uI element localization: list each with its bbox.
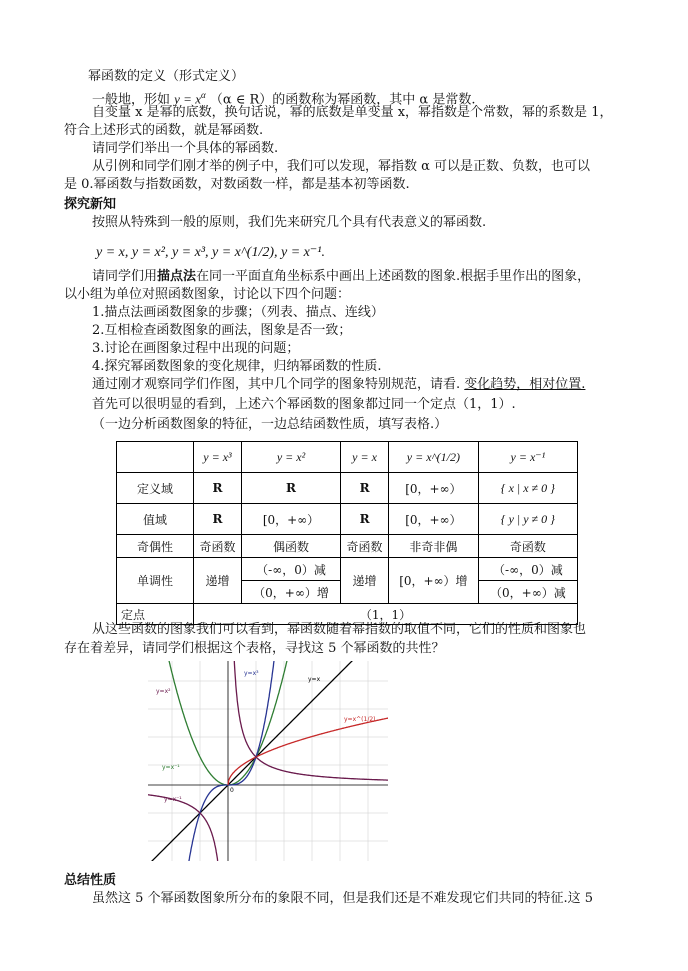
header-cube: y = x³ [194, 442, 242, 473]
paragraph-line [92, 268, 590, 286]
cell-domain: R [194, 473, 242, 504]
row-label-range: 值域 [117, 504, 194, 535]
cell-parity: 非奇非偶 [389, 535, 479, 558]
cell-range: R [194, 504, 242, 535]
cell-mono: [0，+∞）增 [389, 558, 479, 604]
method-bold: 描点法 [157, 269, 197, 284]
question-4: 4.探究幂函数图象的变化规律，归纳幂函数的性质. [92, 359, 382, 374]
paragraph-line: （一边分析函数图象的特征，一边总结函数性质，填写表格.） [92, 417, 448, 432]
observe-underlined: 变化趋势，相对位置. [464, 377, 586, 392]
label-y-inverse-bottom: y=x⁻¹ [164, 796, 182, 803]
graph-grid [148, 661, 388, 861]
definition-exponent: α [200, 90, 206, 100]
label-y-x: y=x [308, 676, 321, 683]
paragraph-line: 以小组为单位对照函数图象，讨论以下四个问题： [64, 287, 351, 302]
paragraph-line: 按照从特殊到一般的原则，我们先来研究几个具有代表意义的幂函数. [92, 215, 487, 230]
definition-heading: 幂函数的定义（形式定义） [88, 69, 245, 84]
paragraph-line: 存在着差异，请同学们根据这个表格，寻找这 5 个幂函数的共性？ [64, 641, 445, 656]
power-function-graph [148, 661, 388, 861]
cell-range: [0，+∞） [241, 504, 340, 535]
cell-domain: R [341, 473, 389, 504]
paragraph-line [92, 376, 585, 394]
paragraph-line: 请同学们举出一个具体的幂函数. [92, 141, 279, 156]
cell-parity: 奇函数 [341, 535, 389, 558]
table-corner [117, 442, 194, 473]
label-y-x2: y=x² [156, 688, 171, 695]
curve-y-inverse-q3 [148, 794, 227, 861]
label-y-inverse-top: y=x⁻¹ [162, 764, 180, 771]
cell-domain: [0，+∞） [389, 473, 479, 504]
cell-range: R [341, 504, 389, 535]
section-heading-explore: 探究新知 [64, 197, 117, 212]
cell-mono: 递增 [341, 558, 389, 604]
header-linear: y = x [341, 442, 389, 473]
cell-mono: 递增 [194, 558, 242, 604]
cell-parity: 奇函数 [478, 535, 577, 558]
cell-parity: 奇函数 [194, 535, 242, 558]
header-sqrt: y = x^(1/2) [389, 442, 479, 473]
cell-mono: （0，+∞）减 [478, 581, 577, 604]
question-1: 1.描点法画函数图象的步骤；（列表、描点、连线） [92, 305, 384, 320]
row-label-monotonicity: 单调性 [117, 558, 194, 604]
row-label-fixed-point: 定点 [117, 604, 194, 625]
paragraph-line: 自变量 x 是幂的底数，换句话说，幂的底数是单变量 x，幂指数是个常数，幂的系数是 1， [92, 105, 613, 120]
power-function-table [116, 441, 578, 625]
label-origin: 0 [230, 787, 234, 794]
section-heading-summary: 总结性质 [64, 873, 117, 888]
paragraph-line: 首先可以很明显的看到，上述六个幂函数的图象都过同一个定点（1，1）. [92, 397, 516, 412]
paragraph-line: 符合上述形式的函数，就是幂函数. [64, 123, 264, 138]
function-list-equation: y = x, y = x², y = x³, y = x^(1/2), y = x⁻¹. [96, 245, 325, 260]
label-y-x3: y=x³ [244, 670, 259, 677]
method-text-c: 在同一平面直角坐标系中画出上述函数的图象.根据手里作出的图象， [196, 269, 591, 284]
paragraph-line: 从这些函数的图象我们可以看到，幂函数随着幂指数的取值不同，它们的性质和图象也 [92, 622, 587, 637]
cell-range: [0，+∞） [389, 504, 479, 535]
cell-fixed-point: （1，1） [194, 604, 578, 625]
question-2: 2.互相检查函数图象的画法，图象是否一致； [92, 323, 352, 338]
definition-text-a: 一般地，形如 [92, 92, 171, 108]
cell-mono: （-∞，0）减 [241, 558, 340, 581]
observe-text: 通过刚才观察同学们作图，其中几个同学的图象特别规范，请看. [92, 377, 461, 392]
paragraph-line: 虽然这 5 个幂函数图象所分布的象限不同，但是我们还是不难发现它们共同的特征.这 5 [92, 891, 594, 906]
paragraph-line: 从引例和同学们刚才举的例子中，我们可以发现，幂指数 α 可以是正数、负数，也可以 [92, 159, 591, 174]
cell-mono: （0，+∞）增 [241, 581, 340, 604]
curve-y-x [148, 661, 388, 861]
paragraph-line: 是 0.幂函数与指数函数，对数函数一样，都是基本初等函数. [64, 177, 410, 192]
header-inverse: y = x⁻¹ [478, 442, 577, 473]
cell-mono: （-∞，0）减 [478, 558, 577, 581]
label-y-sqrt-x: y=x^(1/2) [344, 716, 376, 723]
row-label-parity: 奇偶性 [117, 535, 194, 558]
cell-domain: { x | x ≠ 0 } [478, 473, 577, 504]
cell-range: { y | y ≠ 0 } [478, 504, 577, 535]
header-square: y = x² [241, 442, 340, 473]
cell-parity: 偶函数 [241, 535, 340, 558]
question-3: 3.讨论在画图象过程中出现的问题； [92, 341, 300, 356]
method-text-a: 请同学们用 [92, 269, 158, 284]
cell-domain: R [241, 473, 340, 504]
definition-formula: y = x [174, 91, 201, 107]
definition-text-b: （α ∈ R）的函数称为幂函数，其中 α 是常数. [209, 92, 476, 108]
row-label-domain: 定义域 [117, 473, 194, 504]
